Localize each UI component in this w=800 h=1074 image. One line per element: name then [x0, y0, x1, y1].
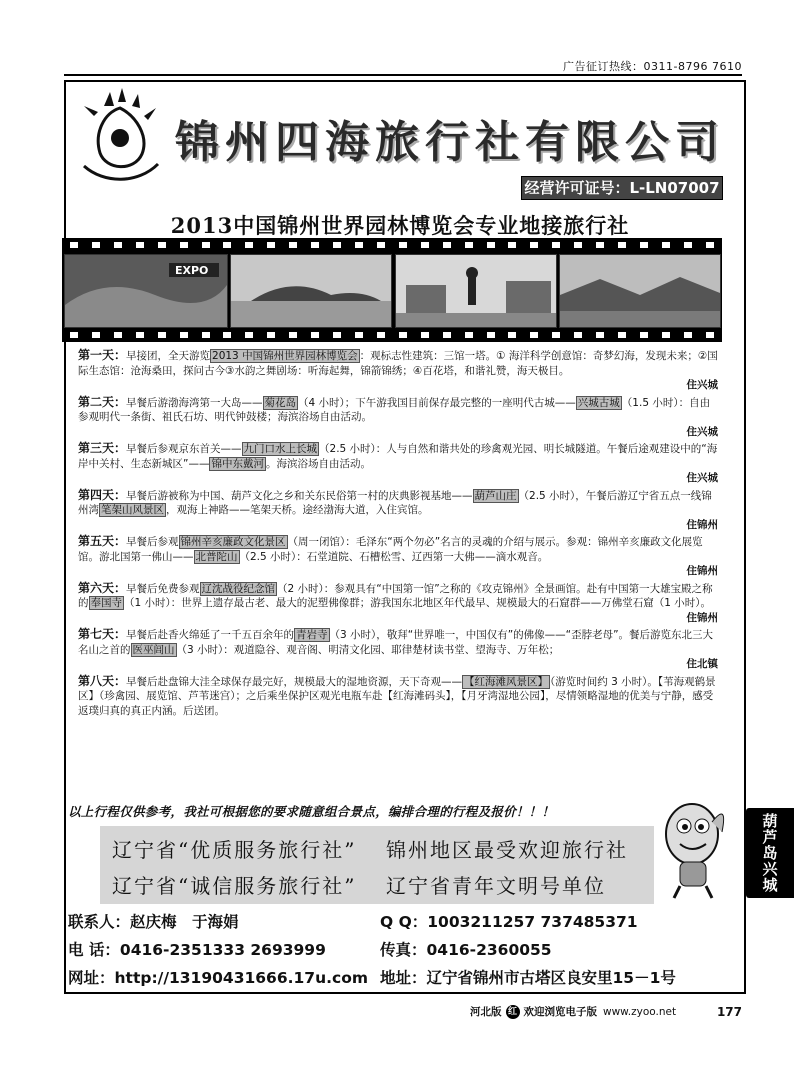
- overnight-row: [78, 611, 718, 626]
- day-text: （2.5 小时）：人与自然和谐共处的珍禽观光园、明长城隧道。午餐后途观建设中的“海岸中关村、生态新城区”——: [78, 443, 718, 470]
- itinerary-day: [78, 534, 718, 579]
- film-hole: [377, 332, 385, 338]
- statue-photo: [395, 254, 557, 328]
- film-hole: [355, 332, 363, 338]
- film-hole: [574, 242, 582, 248]
- day-label: 第三天：: [78, 441, 127, 455]
- day-text: 早餐后免费参观: [126, 582, 200, 595]
- highlight-attraction: 北普陀山: [195, 550, 238, 563]
- day-text: （3 小时）：观道隐谷、观音阁、明清文化园、耶律楚材读书堂、望海寺、万年松；: [176, 643, 560, 656]
- film-hole: [399, 332, 407, 338]
- film-hole: [421, 332, 429, 338]
- highlight-attraction: 奉国寺: [90, 597, 122, 609]
- highlight-attraction: 2013 中国锦州世界园林博览会: [212, 350, 358, 362]
- qq-label: Q Q：: [380, 913, 428, 931]
- film-hole: [662, 332, 670, 338]
- day-text: 早接团，全天游览: [126, 350, 211, 362]
- film-hole: [311, 242, 319, 248]
- overnight-row: [78, 518, 718, 533]
- qq-value: 1003211257 737485371: [427, 913, 638, 931]
- day-label: 第一天：: [78, 348, 127, 362]
- day-text: 早餐后参观: [126, 536, 179, 548]
- day-text: （游览时间约 3 小时）。【苇海观鹤景区】（珍禽园、展览馆、芦苇迷宫）；之后乘坐保护区观光电瓶车赴【红海滩码头】，【月牙湾湿地公园】，尽情领略湿地的优美与宁静，感受返璞归真的真正内涵。后送团。: [78, 675, 716, 717]
- day-text: 早餐后参观京东首关——: [126, 443, 242, 455]
- highlight-attraction: 菊花岛: [264, 396, 297, 409]
- website-info: [68, 966, 368, 988]
- film-hole: [487, 242, 495, 248]
- itinerary-day: [78, 674, 718, 719]
- company-name: 锦州四海旅行社有限公司: [175, 117, 725, 168]
- contact-label: 联系人：: [68, 913, 131, 931]
- itinerary-day: [78, 348, 718, 393]
- film-hole: [114, 242, 122, 248]
- film-hole: [202, 332, 210, 338]
- highlight-attraction: 辽沈战役纪念馆: [201, 582, 276, 595]
- overnight-location: 住锦州: [686, 611, 718, 624]
- film-hole: [596, 332, 604, 338]
- film-hole: [684, 332, 692, 338]
- island-photo: [230, 254, 392, 328]
- day-text: （2 小时）：参观具有“中国第一馆”之称的《攻克锦州》全景画馆。赴有中国第一大雄宝殿之称的: [78, 582, 713, 609]
- film-hole: [596, 242, 604, 248]
- footer-text: 欢迎浏览电子版: [523, 1006, 597, 1018]
- day-text: 早餐后游渤海湾第一大岛——: [126, 396, 263, 409]
- film-hole: [640, 242, 648, 248]
- film-hole: [92, 242, 100, 248]
- film-hole: [618, 242, 626, 248]
- highlight-attraction: 青岩寺: [296, 629, 328, 641]
- headline: 2013中国锦州世界园林博览会专业地接旅行社: [170, 213, 630, 238]
- page-footer: [470, 1004, 742, 1019]
- highlight-attraction: 笔架山风景区: [101, 504, 164, 516]
- website-label: 网址：: [68, 969, 115, 987]
- itinerary-day: [78, 488, 718, 533]
- itinerary-day: [78, 441, 718, 486]
- film-hole: [245, 332, 253, 338]
- overnight-location: 住锦州: [686, 565, 718, 577]
- day-label: 第七天：: [78, 627, 127, 641]
- qq-info: [380, 910, 638, 932]
- film-hole: [465, 242, 473, 248]
- overnight-location: 住兴城: [686, 425, 718, 438]
- highlight-attraction: 兴城古城: [577, 396, 620, 409]
- film-hole: [136, 242, 144, 248]
- film-hole: [223, 332, 231, 338]
- film-hole: [443, 332, 451, 338]
- header-rule: [64, 74, 742, 76]
- town-photo: [559, 254, 721, 328]
- overnight-row: [78, 564, 718, 579]
- film-hole: [421, 242, 429, 248]
- overnight-location: 住兴城: [686, 472, 718, 484]
- film-hole: [465, 332, 473, 338]
- phone-label: 电 话：: [68, 941, 120, 959]
- film-hole: [640, 332, 648, 338]
- film-hole: [399, 242, 407, 248]
- phone-info: [68, 938, 326, 960]
- film-hole: [662, 242, 670, 248]
- company-logo: [74, 88, 166, 188]
- film-hole: [70, 332, 78, 338]
- expo-photo: [64, 254, 228, 328]
- edition-label: 河北版: [470, 1006, 502, 1018]
- film-hole: [530, 332, 538, 338]
- film-hole: [180, 242, 188, 248]
- footer-site-link[interactable]: www.zyoo.net: [603, 1005, 677, 1018]
- film-hole: [245, 242, 253, 248]
- film-hole: [552, 332, 560, 338]
- contact-person: [68, 910, 239, 932]
- award-1: 辽宁省“优质服务旅行社”: [112, 838, 357, 862]
- overnight-row: [78, 378, 718, 393]
- day-label: 第四天：: [78, 487, 127, 502]
- awards-box: [100, 826, 654, 904]
- region-side-tab: 葫芦岛兴城: [746, 808, 794, 898]
- highlight-attraction: 医巫闾山: [132, 643, 175, 656]
- itinerary-day: [78, 627, 718, 672]
- itinerary-note: 以上行程仅供参考，我社可根据您的要求随意组合景点，编排合理的行程及报价！！！: [68, 804, 555, 819]
- film-hole: [136, 332, 144, 338]
- day-label: 第五天：: [78, 534, 127, 548]
- fax-label: 传真：: [380, 941, 427, 959]
- film-hole: [333, 332, 341, 338]
- overnight-location: 住北镇: [686, 658, 718, 670]
- film-hole: [684, 242, 692, 248]
- day-text: （周一闭馆）：毛泽东“两个勿必”名言的灵魂的介绍与展示。参观：锦州辛亥廉政文化展览馆。游北国第一佛山——: [78, 536, 703, 563]
- film-hole: [706, 242, 714, 248]
- day-text: 早餐后赴盘锦大洼全球保存最完好，规模最大的湿地资源，天下奇观——: [126, 675, 463, 688]
- day-text: （2.5 小时）：石堂道院、石槽松雪、辽西第一大佛——滴水观音。: [239, 550, 549, 563]
- film-hole: [158, 332, 166, 338]
- film-hole: [289, 332, 297, 338]
- address-label: 地址：: [380, 969, 427, 987]
- day-text: （1 小时）：世界上遗存最古老、最大的泥塑佛像群；游我国东北地区年代最早、规模最大的石窟群——万佛堂石窟（1 小时）。: [124, 597, 712, 609]
- day-label: 第六天：: [78, 580, 127, 595]
- highlight-attraction: 锦中东戴河: [211, 457, 264, 470]
- highlight-attraction: 【红海滩风景区】: [464, 675, 549, 688]
- website-link[interactable]: http://13190431666.17u.com: [114, 969, 368, 987]
- film-hole: [180, 332, 188, 338]
- expo-photo-caption: EXPO: [175, 264, 209, 277]
- film-hole: [223, 242, 231, 248]
- award-3: 辽宁省“诚信服务旅行社”: [112, 874, 357, 898]
- edition-badge-icon: 红: [506, 1005, 520, 1019]
- day-text: （1.5 小时）：自由参观明代一条街、祖氏石坊、明代钟鼓楼；海滨浴场自由活动。: [78, 396, 711, 423]
- itinerary-day: [78, 581, 718, 626]
- film-hole: [267, 242, 275, 248]
- overnight-row: [78, 425, 718, 440]
- fax-value: 0416-2360055: [426, 941, 552, 959]
- film-hole: [552, 242, 560, 248]
- award-4: 辽宁省青年文明号单位: [386, 874, 606, 898]
- day-text: （4 小时）；下午游我国目前保存最完整的一座明代古城——: [298, 396, 576, 409]
- film-hole: [333, 242, 341, 248]
- film-hole: [508, 332, 516, 338]
- day-text: 早餐后游被称为中国、葫芦文化之乡和关东民俗第一村的庆典影视基地——: [126, 489, 473, 502]
- film-hole: [355, 242, 363, 248]
- overnight-location: 住兴城: [686, 379, 718, 391]
- film-hole: [377, 242, 385, 248]
- film-hole: [508, 242, 516, 248]
- film-hole: [618, 332, 626, 338]
- film-hole: [158, 242, 166, 248]
- license-number: 经营许可证号：L-LN07007: [521, 176, 723, 200]
- overnight-location: 住锦州: [686, 518, 718, 531]
- overnight-row: [78, 471, 718, 486]
- film-hole: [487, 332, 495, 338]
- day-text: 早餐后赴香火绵延了一千五百余年的: [126, 629, 295, 641]
- film-hole: [311, 332, 319, 338]
- itinerary: [78, 348, 718, 720]
- day-text: ：观标志性建筑：三馆一塔。① 海洋科学创意馆：奇梦幻海，发现未来；②国际生态馆：沧海桑田，探问古今③水韵之舞剧场：听海起舞，锦箭锦绣；④百花塔，和谐礼赞，海天极目。: [78, 350, 718, 377]
- film-hole: [443, 242, 451, 248]
- mascot-illustration: [652, 792, 734, 902]
- highlight-attraction: 葫芦山庄: [474, 489, 517, 502]
- ad-hotline: 广告征订热线：0311-8796 7610: [563, 60, 742, 73]
- contact-value: 赵庆梅 于海娟: [130, 913, 239, 931]
- highlight-attraction: 九门口水上长城: [243, 443, 318, 455]
- day-text: （2.5 小时），午餐后游辽宁省五点一线锦州湾: [78, 489, 712, 516]
- film-hole: [706, 332, 714, 338]
- day-label: 第八天：: [78, 673, 127, 688]
- film-hole: [70, 242, 78, 248]
- page-number: 177: [716, 1004, 742, 1019]
- fax-info: [380, 938, 552, 960]
- film-hole: [92, 332, 100, 338]
- day-text: （3 小时），敬拜“世界唯一，中国仅有”的佛像——“歪脖老母”。餐后游览东北三大名山之首的: [78, 629, 714, 656]
- film-hole: [574, 332, 582, 338]
- itinerary-day: [78, 395, 718, 440]
- film-hole: [530, 242, 538, 248]
- overnight-row: [78, 657, 718, 672]
- film-hole: [114, 332, 122, 338]
- photo-filmstrip: [62, 238, 722, 342]
- address-info: [380, 966, 676, 988]
- day-label: 第二天：: [78, 394, 127, 409]
- award-2: 锦州地区最受欢迎旅行社: [386, 838, 628, 862]
- film-hole: [267, 332, 275, 338]
- day-text: ，观海上神路——笔架天桥。途经渤海大道，入住宾馆。: [166, 504, 429, 516]
- film-hole: [202, 242, 210, 248]
- day-text: 。海滨浴场自由活动。: [265, 457, 371, 470]
- highlight-attraction: 锦州辛亥廉政文化景区: [180, 536, 286, 548]
- address-value: 辽宁省锦州市古塔区良安里15－1号: [426, 969, 676, 987]
- phone-value: 0416-2351333 2693999: [119, 941, 326, 959]
- film-hole: [289, 242, 297, 248]
